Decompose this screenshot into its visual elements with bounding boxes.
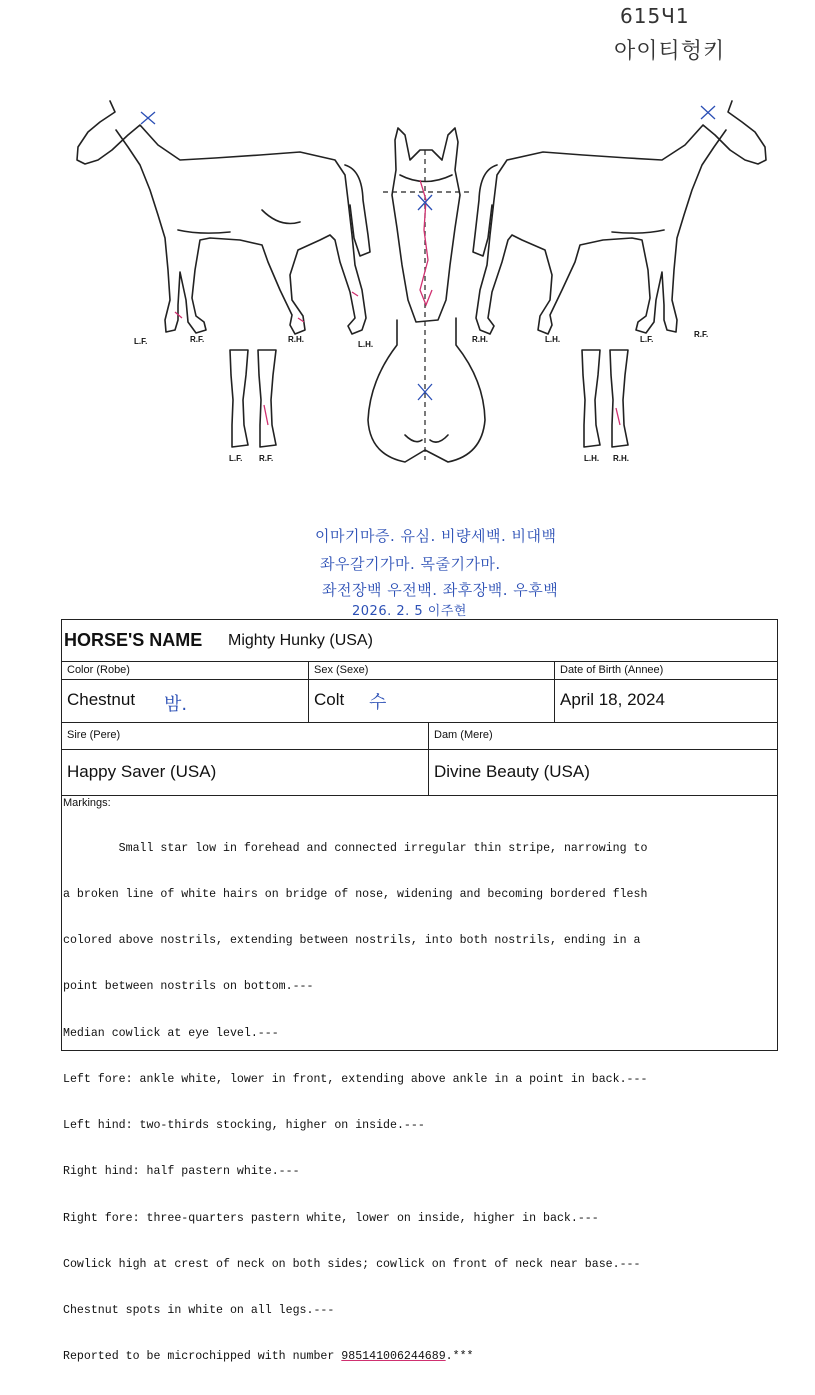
label-left-side-rf: R.F.: [190, 335, 205, 344]
hind-legs-view: [582, 350, 628, 447]
handwritten-date-signature: 2026. 2. 5 이주현: [352, 604, 467, 619]
label-right-side-rf: R.F.: [694, 330, 709, 339]
dob-label: Date of Birth (Annee): [560, 664, 664, 676]
front-legs-view: [230, 350, 276, 447]
basic-info-values-row: [62, 680, 777, 723]
sire-label: Sire (Pere): [67, 729, 121, 741]
dob-value: April 18, 2024: [560, 690, 665, 709]
parents-values-row: [62, 750, 777, 796]
label-right-side-lf: L.F.: [640, 335, 654, 344]
markings-line: Median cowlick at eye level.---: [63, 1026, 279, 1040]
label-front-legs-lf: L.F.: [229, 454, 243, 463]
markings-line: Small star low in forehead and connected irregular thin stripe, narrowing to: [63, 841, 648, 855]
horse-name-value: Mighty Hunky (USA): [228, 632, 373, 649]
horse-name-label: HORSE'S NAME: [64, 630, 203, 650]
handwritten-sex-note: 수: [369, 692, 387, 713]
label-left-side-rh: R.H.: [288, 335, 304, 344]
handwritten-note-line-2: 좌우갈기가마. 목줄기가마.: [320, 555, 501, 573]
markings-line: Right hind: half pastern white.---: [63, 1165, 300, 1179]
label-right-side-rh: R.H.: [472, 335, 488, 344]
color-value: Chestnut: [67, 690, 136, 709]
markings-line: Chestnut spots in white on all legs.---: [63, 1304, 335, 1317]
basic-info-labels-row: [62, 662, 777, 680]
label-left-side-lh: L.H.: [358, 340, 374, 349]
color-label: Color (Robe): [67, 664, 130, 676]
microchip-suffix: .***: [445, 1350, 474, 1364]
label-hind-legs-lh: L.H.: [584, 454, 600, 463]
markings-label: Markings:: [63, 797, 111, 809]
right-side-horse: [473, 101, 766, 334]
markings-line: Left fore: ankle white, lower in front, extending above ankle in a point in back.---: [63, 1072, 648, 1086]
markings-line: Right fore: three-quarters pastern white, lower on inside, higher in back.---: [63, 1211, 599, 1225]
sex-label: Sex (Sexe): [314, 664, 369, 676]
markings-line: point between nostrils on bottom.---: [63, 980, 314, 994]
sex-value: Colt: [314, 690, 345, 709]
handwritten-korean-name: 아이티헝키: [614, 39, 726, 64]
markings-line: Left hind: two-thirds stocking, higher on inside.---: [63, 1119, 425, 1133]
front-head: [368, 128, 485, 462]
microchip-prefix: Reported to be microchipped with number: [63, 1350, 342, 1364]
label-right-side-lh: L.H.: [545, 335, 561, 344]
horse-name-row: [62, 620, 777, 662]
handwritten-color-note: 밤.: [164, 694, 188, 715]
markings-line: colored above nostrils, extending between nostrils, into both nostrils, ending in a: [63, 934, 641, 948]
markings-text: [63, 810, 775, 1395]
dam-value: Divine Beauty (USA): [434, 762, 590, 781]
markings-line: a broken line of white hairs on bridge of nose, widening and becoming bordered flesh: [63, 888, 648, 902]
handwritten-note-line-1: 이마기마증. 유심. 비량세백. 비대백: [315, 527, 557, 545]
label-left-side-lf: L.F.: [134, 337, 148, 346]
markings-line: Cowlick high at crest of neck on both sides; cowlick on front of neck near base.---: [63, 1257, 641, 1271]
parents-labels-row: [62, 723, 777, 750]
handwritten-id: 615Ч1: [620, 4, 690, 28]
dam-label: Dam (Mere): [434, 729, 493, 741]
horse-identification-form: [61, 619, 778, 1364]
microchip-number: 985141006244689: [341, 1350, 446, 1364]
left-side-horse: [77, 101, 370, 334]
handwritten-note-line-3: 좌전장백 우전백. 좌후장백. 우후백: [322, 581, 559, 599]
label-hind-legs-rh: R.H.: [613, 454, 629, 463]
label-front-legs-rf: R.F.: [259, 454, 274, 463]
microchip-line: [63, 1349, 775, 1364]
sire-value: Happy Saver (USA): [67, 762, 217, 781]
